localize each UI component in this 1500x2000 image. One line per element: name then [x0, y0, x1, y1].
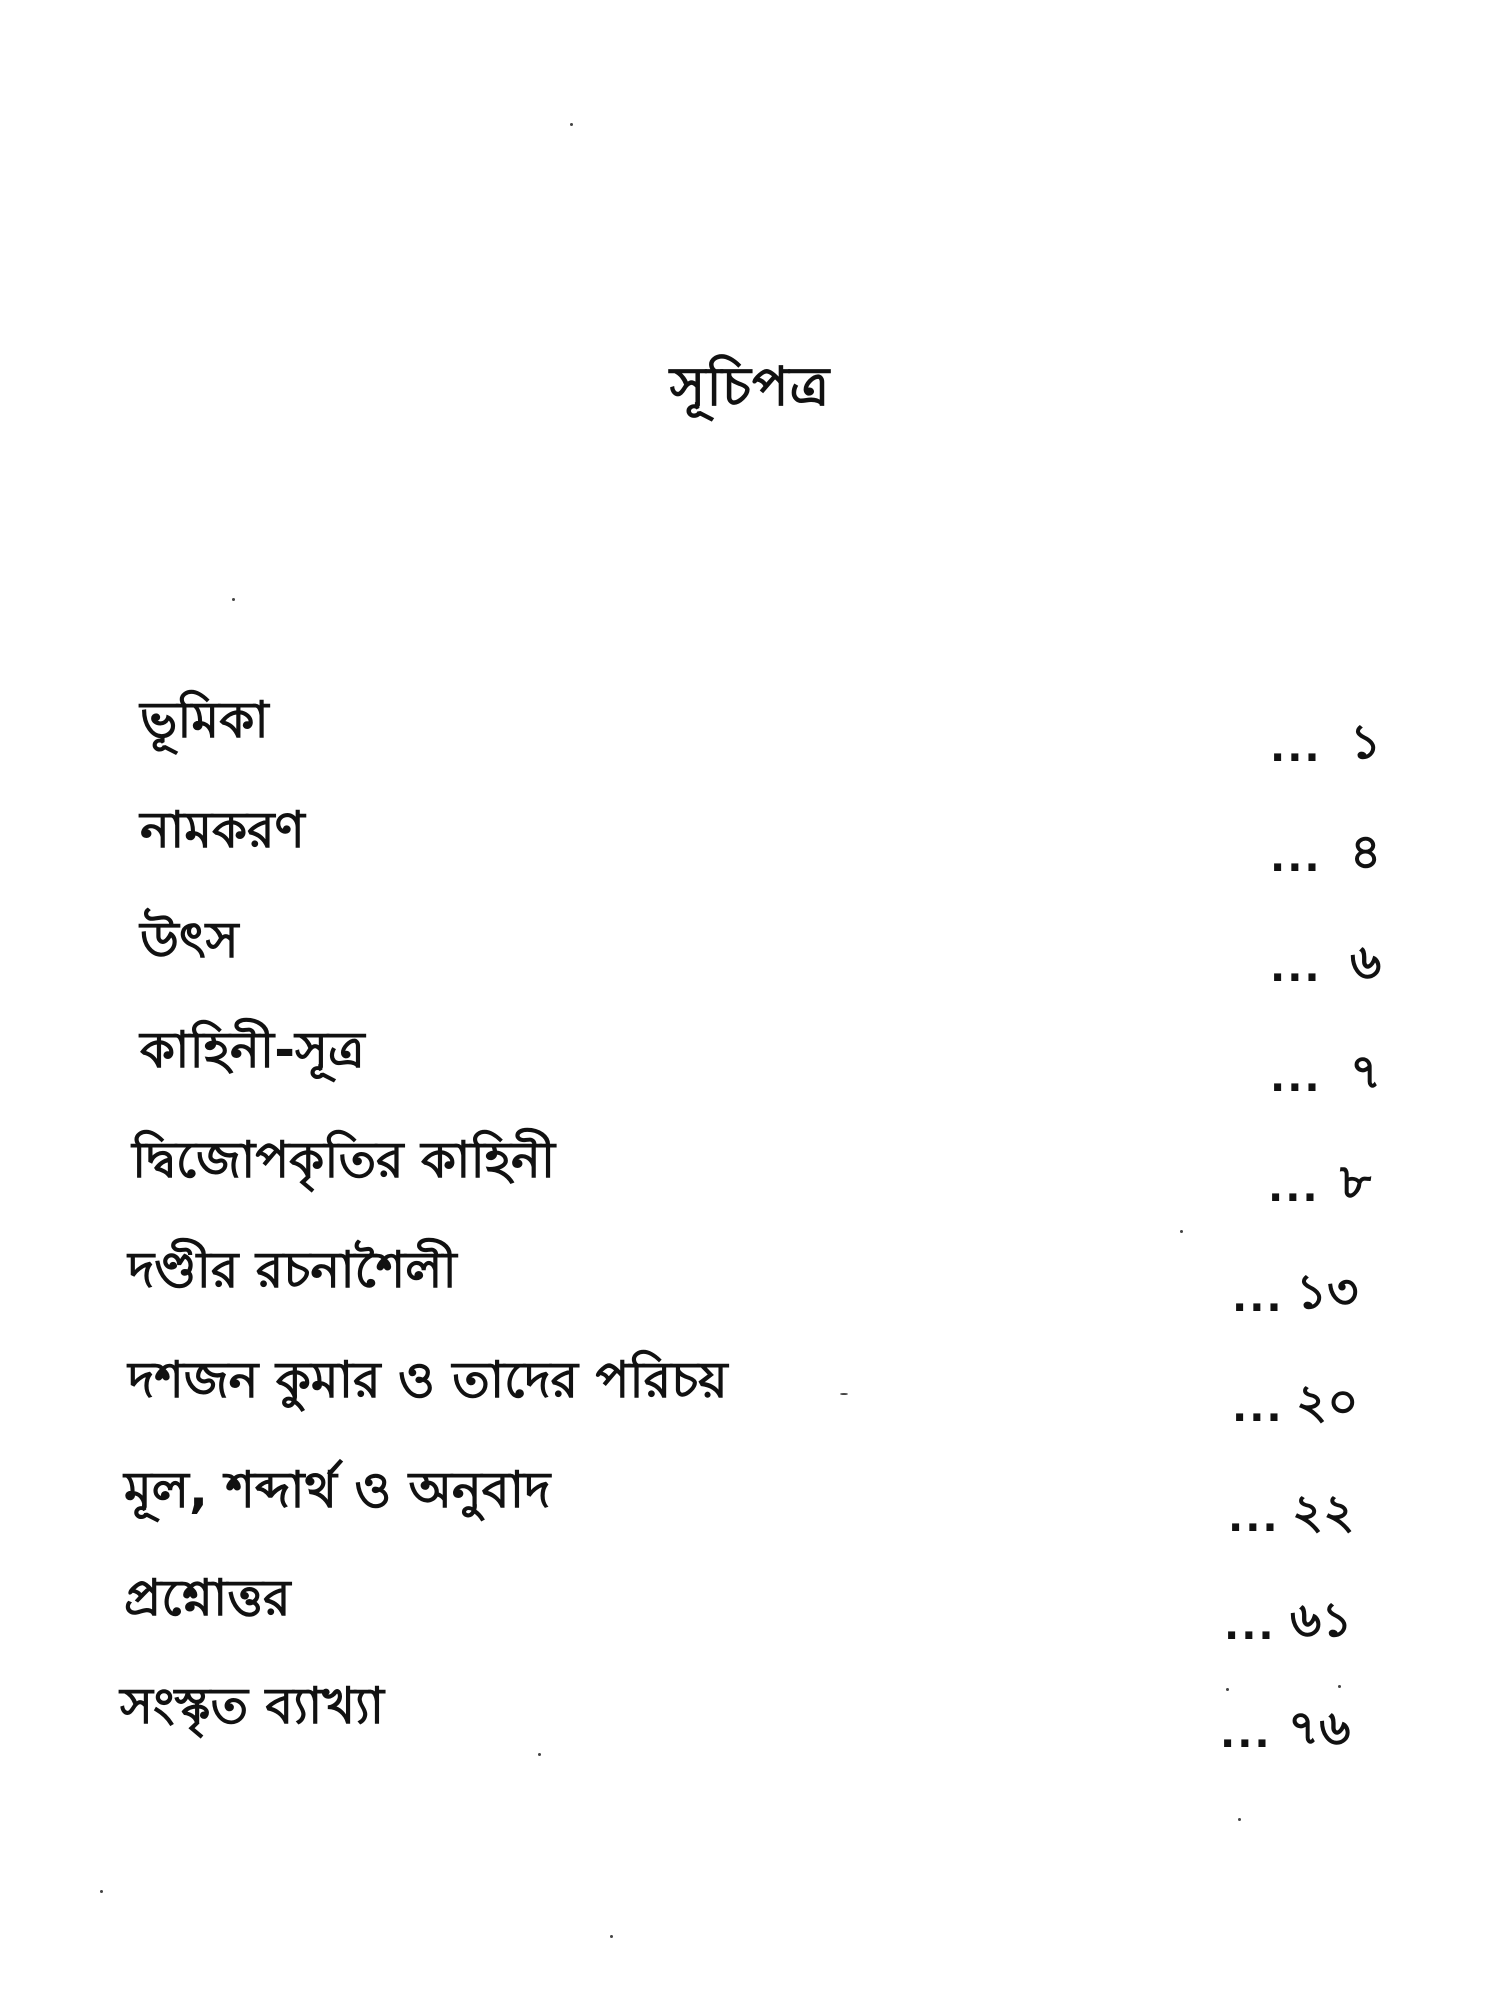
toc-entry [0, 800, 1500, 880]
scan-speck [538, 1753, 541, 1756]
toc-page-number: ৭৬ [1288, 1700, 1351, 1756]
toc-entry [0, 690, 1500, 770]
toc-leader-dots: ... [1270, 1055, 1322, 1101]
scan-speck [1238, 1818, 1241, 1821]
scan-speck [840, 1393, 848, 1395]
scan-speck [232, 598, 235, 601]
scan-speck [570, 123, 573, 126]
toc-entry-title: দণ্ডীর রচনাশৈলী [128, 1241, 457, 1299]
toc-page-number: ৬ [1350, 934, 1382, 990]
toc-entry [0, 1130, 1500, 1210]
toc-entry [0, 1460, 1500, 1540]
toc-page-number: ১ [1350, 714, 1382, 770]
scan-speck [1226, 1688, 1229, 1691]
toc-leader-dots: ... [1224, 1603, 1276, 1649]
page-title: সূচিপত্র [669, 355, 831, 418]
toc-leader-dots: ... [1220, 1711, 1272, 1757]
toc-entry-title: কাহিনী-সূত্র [140, 1021, 365, 1079]
toc-entry [0, 1350, 1500, 1430]
toc-leader-dots: ... [1270, 725, 1322, 771]
toc-entry-title: মূল, শব্দার্থ ও অনুবাদ [124, 1461, 551, 1519]
toc-entry-title: উৎস [140, 911, 239, 969]
toc-page-number: ৬১ [1290, 1592, 1353, 1648]
scan-speck [610, 1935, 613, 1938]
scan-speck [100, 1890, 103, 1893]
toc-leader-dots: ... [1232, 1385, 1284, 1431]
toc-entry [0, 1568, 1500, 1648]
toc-entry-title: সংস্কৃত ব্যাখ্যা [120, 1677, 385, 1735]
toc-entry-title: নামকরণ [140, 801, 305, 859]
toc-leader-dots: ... [1232, 1275, 1284, 1321]
toc-page-number: ৮ [1340, 1154, 1372, 1210]
toc-entry [0, 910, 1500, 990]
toc-entry-title: দশজন কুমার ও তাদের পরিচয় [128, 1351, 728, 1409]
toc-page-number: ৪ [1350, 824, 1382, 880]
toc-leader-dots: ... [1270, 945, 1322, 991]
toc-entry-title: দ্বিজোপকৃতির কাহিনী [132, 1131, 556, 1189]
toc-entry [0, 1240, 1500, 1320]
scan-speck [1180, 1230, 1183, 1233]
toc-entry [0, 1676, 1500, 1756]
toc-leader-dots: ... [1268, 1165, 1320, 1211]
toc-page-number: ২০ [1296, 1374, 1359, 1430]
toc-page-number: ১৩ [1296, 1264, 1359, 1320]
toc-page-number: ২২ [1292, 1484, 1355, 1540]
toc-entry [0, 1020, 1500, 1100]
toc-page-number: ৭ [1350, 1044, 1382, 1100]
toc-leader-dots: ... [1228, 1495, 1280, 1541]
scan-speck [1338, 1685, 1341, 1688]
toc-entry-title: প্রশ্নোত্তর [124, 1569, 291, 1627]
toc-leader-dots: ... [1270, 835, 1322, 881]
toc-entry-title: ভূমিকা [140, 691, 269, 749]
